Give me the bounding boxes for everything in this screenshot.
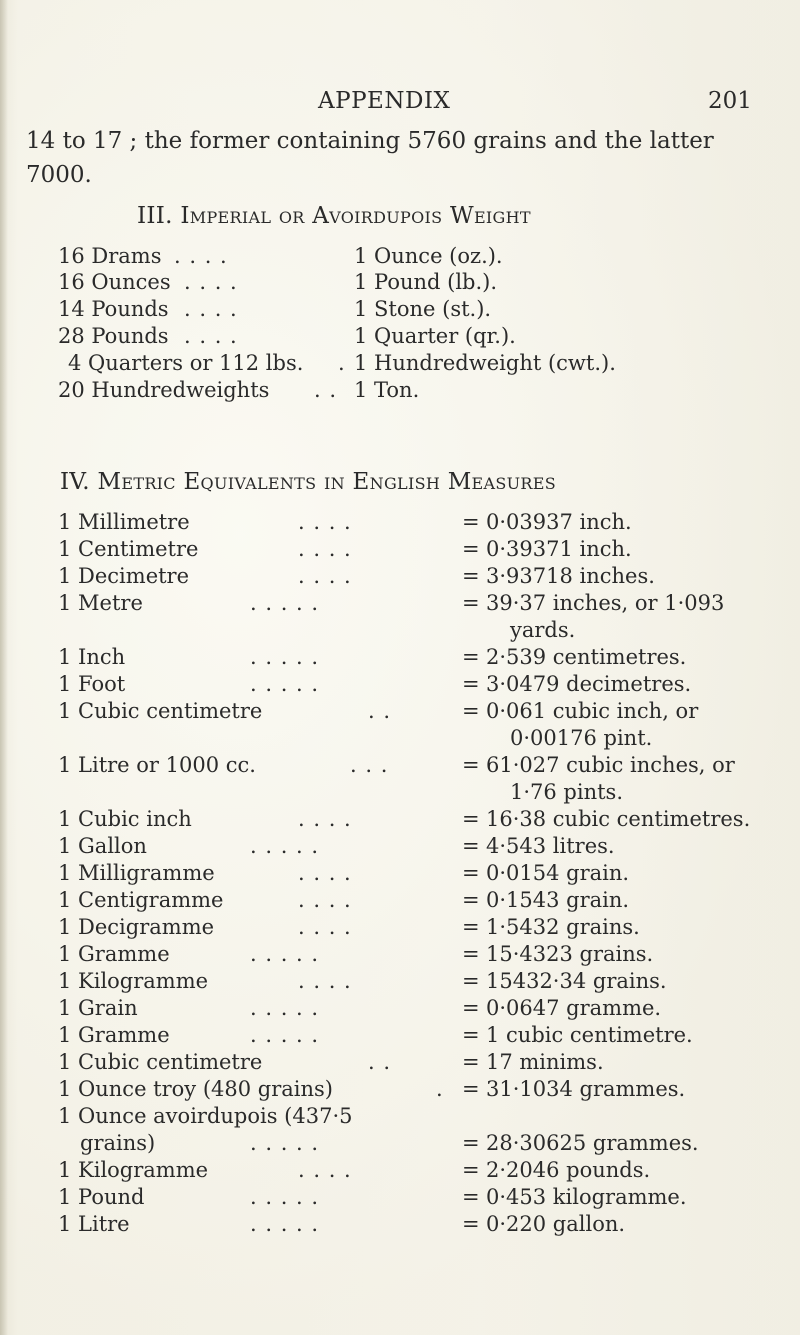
unit-quantity: 1 Foot [58,672,126,696]
unit-quantity: 1 Milligramme [58,861,215,885]
leader-dots: . . . . . [250,942,320,966]
unit-quantity: 1 Ounce avoirdupois (437·5 [58,1104,353,1128]
unit-equivalent: 1 Ounce (oz.). [354,244,503,268]
equals-sign: = [462,1023,480,1047]
leader-dots: . . . . . [250,672,320,696]
unit-quantity: 1 Litre or 1000 cc. [58,753,256,777]
leader-dots: . . [368,699,392,723]
running-title: APPENDIX [318,88,451,114]
unit-quantity: 1 Inch [58,645,126,669]
unit-quantity: 1 Millimetre [58,510,190,534]
equals-sign: = [462,1185,480,1209]
unit-quantity: 1 Metre [58,591,143,615]
equals-sign: = [462,1077,480,1101]
unit-equivalent: 31·1034 grammes. [486,1077,686,1101]
equals-sign: = [462,1131,480,1155]
unit-equivalent: 15432·34 grains. [486,969,667,993]
unit-equivalent: 17 minims. [486,1050,604,1074]
running-head [0,88,800,118]
unit-quantity: 1 Decigramme [58,915,215,939]
unit-equivalent: 1 Quarter (qr.). [354,324,516,348]
leader-dots: . . . . . [250,1023,320,1047]
unit-quantity: 1 Cubic centimetre [58,699,263,723]
unit-quantity: 1 Cubic centimetre [58,1050,263,1074]
unit-quantity: 28 Pounds [58,324,169,348]
unit-equivalent: 3·0479 decimetres. [486,672,692,696]
equals-sign: = [462,969,480,993]
leader-dots: . . . . [174,244,228,268]
unit-equivalent: 2·539 centimetres. [486,645,687,669]
leader-dots: . . . . . [250,996,320,1020]
leader-dots: . . . . [298,510,352,534]
unit-quantity: 20 Hundredweights [58,378,270,402]
intro-line: 14 to 17 ; the former containing 5760 grains and the latter [26,128,714,154]
leader-dots: . . . . [298,537,352,561]
unit-quantity: grains) [80,1131,156,1155]
unit-equivalent: 0·453 kilogramme. [486,1185,687,1209]
leader-dots: . . . . . [250,1212,320,1236]
equals-sign: = [462,807,480,831]
unit-quantity: 1 Litre [58,1212,130,1236]
leader-dots: . . . [350,753,389,777]
metric-equivalents-table [58,509,798,1319]
leader-dots: . . . . [298,1158,352,1182]
leader-dots: . [436,1077,444,1101]
unit-quantity: 14 Pounds [58,297,169,321]
equals-sign: = [462,699,480,723]
leader-dots: . . [368,1050,392,1074]
unit-quantity: 1 Centimetre [58,537,199,561]
unit-equivalent: 1 Hundredweight (cwt.). [354,351,616,375]
equals-sign: = [462,672,480,696]
unit-quantity: 1 Gallon [58,834,147,858]
imperial-weight-table [58,243,778,413]
continuation-line: 0·00176 pint. [510,726,653,750]
section-numeral: IV. [60,469,90,495]
unit-quantity: 1 Gramme [58,942,170,966]
unit-equivalent: 2·2046 pounds. [486,1158,651,1182]
continuation-line: yards. [510,618,576,642]
leader-dots: . . . . . [250,834,320,858]
unit-equivalent: 4·543 litres. [486,834,615,858]
unit-equivalent: 1 Stone (st.). [354,297,492,321]
equals-sign: = [462,591,480,615]
unit-equivalent: 0·1543 grain. [486,888,630,912]
section-numeral: III. [137,203,173,229]
unit-equivalent: 15·4323 grains. [486,942,654,966]
equals-sign: = [462,753,480,777]
unit-quantity: 1 Ounce troy (480 grains) [58,1077,333,1101]
unit-equivalent: 0·03937 inch. [486,510,632,534]
unit-quantity: 4 Quarters or 112 lbs. [68,351,304,375]
equals-sign: = [462,996,480,1020]
page-edge-shadow [0,0,8,1335]
equals-sign: = [462,834,480,858]
leader-dots: . . . . [184,297,238,321]
unit-equivalent: 1 cubic centimetre. [486,1023,693,1047]
unit-quantity: 1 Cubic inch [58,807,192,831]
leader-dots: . . . . . [250,1185,320,1209]
leader-dots: . . . . [298,861,352,885]
intro-line: 7000. [26,162,92,188]
section-title: Imperial or Avoirdupois Weight [180,203,531,229]
leader-dots: . . . . [298,564,352,588]
section-heading-metric [60,469,556,495]
unit-equivalent: 28·30625 grammes. [486,1131,699,1155]
unit-equivalent: 0·220 gallon. [486,1212,626,1236]
equals-sign: = [462,510,480,534]
equals-sign: = [462,1050,480,1074]
leader-dots: . . . . [184,270,238,294]
leader-dots: . . . . [298,969,352,993]
leader-dots: . . [314,378,338,402]
unit-equivalent: 61·027 cubic inches, or [486,753,735,777]
unit-equivalent: 0·0647 gramme. [486,996,662,1020]
unit-quantity: 16 Ounces [58,270,171,294]
unit-quantity: 1 Kilogramme [58,969,209,993]
unit-equivalent: 1 Pound (lb.). [354,270,498,294]
equals-sign: = [462,1158,480,1182]
leader-dots: . . . . [298,807,352,831]
page-number: 201 [708,88,752,114]
equals-sign: = [462,942,480,966]
equals-sign: = [462,564,480,588]
section-heading-imperial [137,203,531,229]
unit-quantity: 1 Gramme [58,1023,170,1047]
unit-equivalent: 16·38 cubic centimetres. [486,807,751,831]
equals-sign: = [462,645,480,669]
leader-dots: . [338,351,346,375]
unit-equivalent: 1·5432 grains. [486,915,640,939]
leader-dots: . . . . . [250,591,320,615]
equals-sign: = [462,915,480,939]
unit-quantity: 1 Kilogramme [58,1158,209,1182]
leader-dots: . . . . . [250,645,320,669]
section-title: Metric Equivalents in English Measures [97,469,557,495]
unit-quantity: 1 Decimetre [58,564,190,588]
unit-equivalent: 0·39371 inch. [486,537,632,561]
unit-equivalent: 0·061 cubic inch, or [486,699,699,723]
equals-sign: = [462,537,480,561]
leader-dots: . . . . [298,915,352,939]
unit-quantity: 1 Centigramme [58,888,224,912]
intro-paragraph [26,124,786,192]
unit-equivalent: 0·0154 grain. [486,861,630,885]
leader-dots: . . . . . [250,1131,320,1155]
unit-quantity: 1 Pound [58,1185,145,1209]
unit-equivalent: 39·37 inches, or 1·093 [486,591,725,615]
unit-equivalent: 3·93718 inches. [486,564,655,588]
leader-dots: . . . . [298,888,352,912]
equals-sign: = [462,1212,480,1236]
equals-sign: = [462,861,480,885]
unit-quantity: 16 Drams [58,244,162,268]
equals-sign: = [462,888,480,912]
unit-equivalent: 1 Ton. [354,378,420,402]
unit-quantity: 1 Grain [58,996,138,1020]
leader-dots: . . . . [184,324,238,348]
continuation-line: 1·76 pints. [510,780,624,804]
